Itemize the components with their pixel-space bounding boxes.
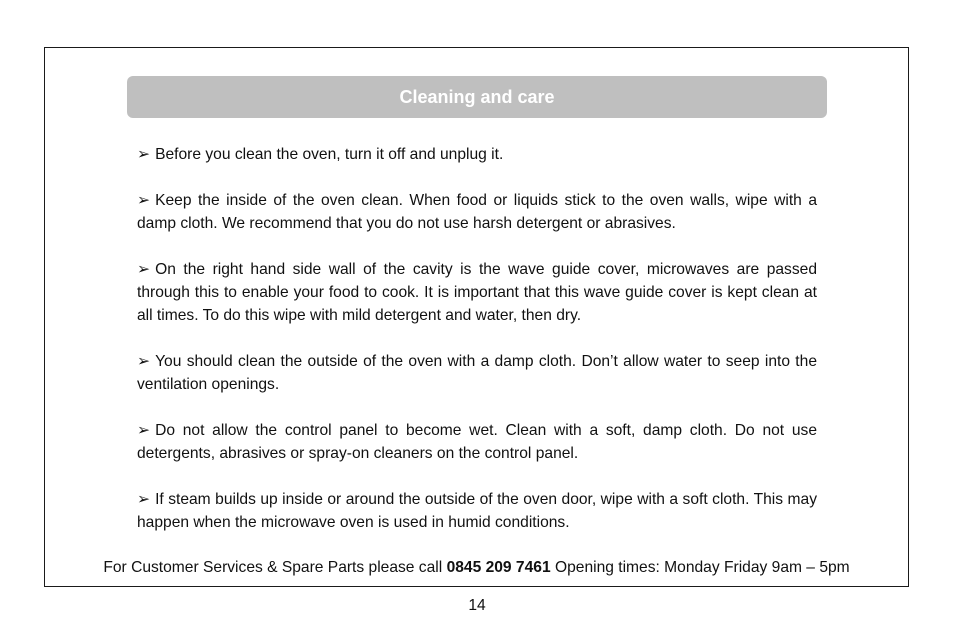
page-number: 14 bbox=[468, 597, 486, 614]
instruction-text: You should clean the outside of the oven with a damp cloth. Don’t allow water to seep into the ventilation openings. bbox=[137, 353, 817, 393]
instruction-item bbox=[137, 419, 817, 465]
instruction-item bbox=[137, 143, 817, 166]
phone-number: 0845 209 7461 bbox=[446, 559, 551, 576]
opening-times: Opening times: Monday Friday 9am – 5pm bbox=[554, 559, 850, 576]
instruction-text: On the right hand side wall of the cavity is the wave guide cover, microwaves are passed through this to enable your food to cook. It is important that this wave guide cover is kept clean at all times. To do this wipe with mild detergent and water, then dry. bbox=[137, 261, 817, 324]
arrow-bullet-icon: ➢ bbox=[137, 353, 151, 370]
instruction-item bbox=[137, 258, 817, 327]
instruction-text: Before you clean the oven, turn it off and unplug it. bbox=[155, 146, 504, 163]
arrow-bullet-icon: ➢ bbox=[137, 491, 151, 508]
instruction-item bbox=[137, 488, 817, 534]
instruction-item bbox=[137, 189, 817, 235]
customer-service-footer bbox=[45, 556, 908, 579]
arrow-bullet-icon: ➢ bbox=[137, 146, 151, 163]
instruction-item bbox=[137, 350, 817, 396]
section-title: Cleaning and care bbox=[399, 86, 555, 107]
arrow-bullet-icon: ➢ bbox=[137, 261, 151, 278]
instruction-list bbox=[137, 143, 817, 534]
arrow-bullet-icon: ➢ bbox=[137, 192, 151, 209]
instruction-text: Do not allow the control panel to become wet. Clean with a soft, damp cloth. Do not use detergents, abrasives or spray-on cleaners on the control panel. bbox=[137, 422, 817, 462]
arrow-bullet-icon: ➢ bbox=[137, 422, 151, 439]
section-header-bar bbox=[127, 76, 827, 118]
instruction-text: If steam builds up inside or around the outside of the oven door, wipe with a soft cloth. This may happen when the microwave oven is used in humid conditions. bbox=[137, 491, 817, 531]
instruction-text: Keep the inside of the oven clean. When food or liquids stick to the oven walls, wipe with a damp cloth. We recommend that you do not use harsh detergent or abrasives. bbox=[137, 192, 817, 232]
footer-prefix: For Customer Services & Spare Parts please call bbox=[103, 559, 443, 576]
